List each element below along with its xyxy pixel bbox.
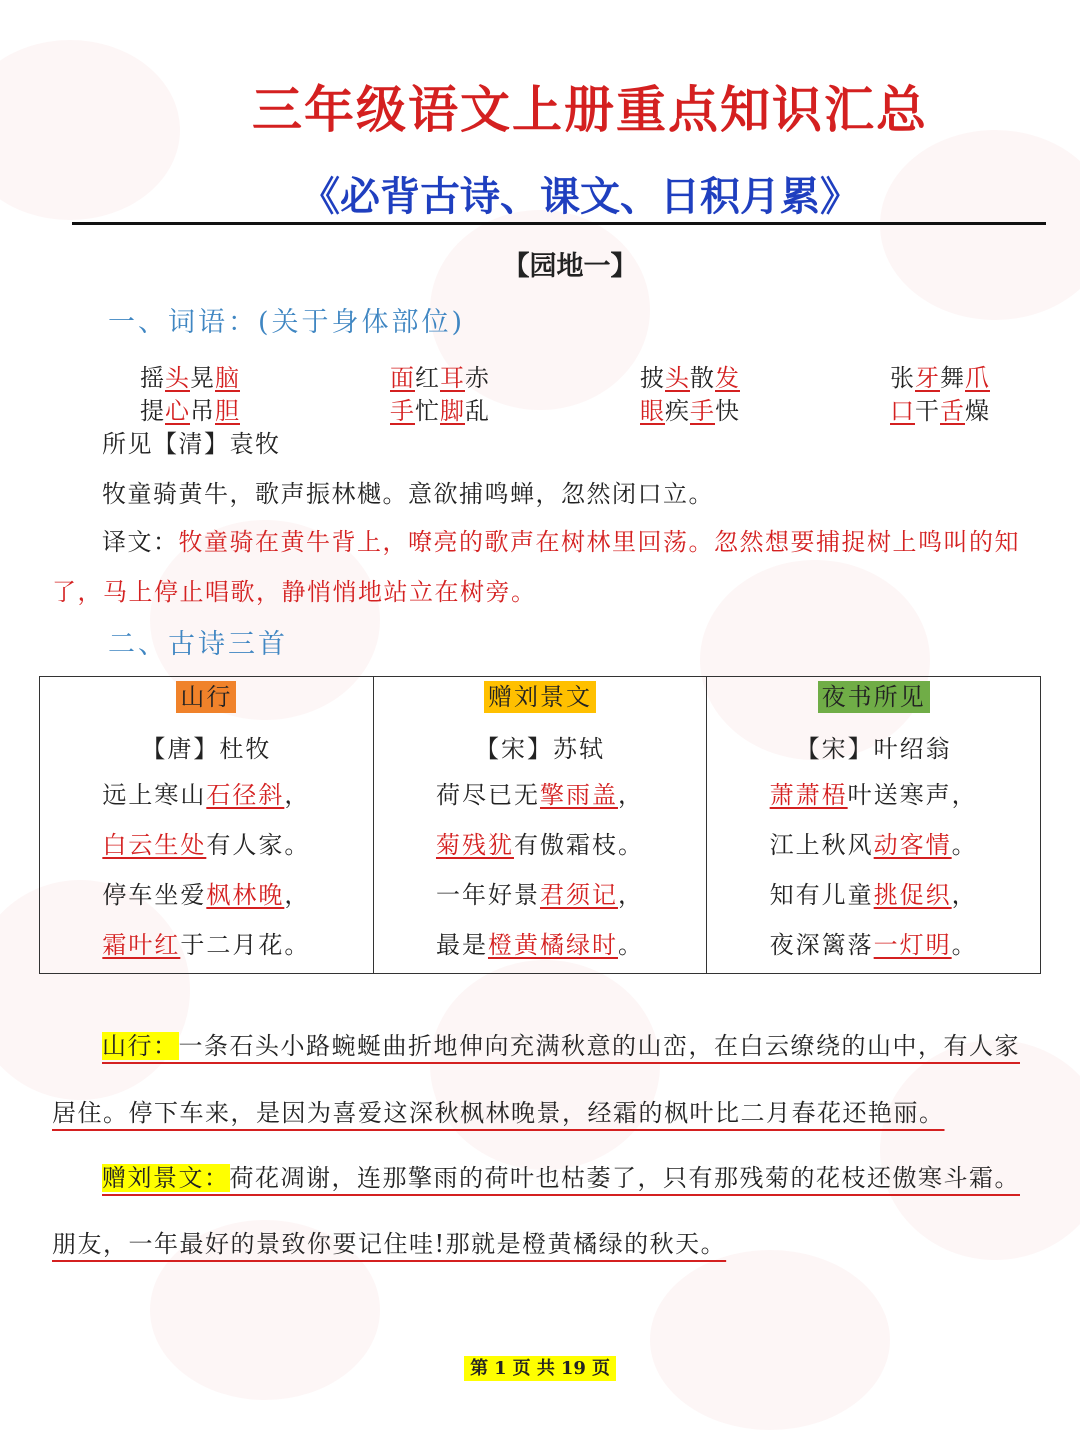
explanation-text: 荷花凋谢，连那擎雨的荷叶也枯萎了，只有那残菊的花枝还傲寒斗霜。 [229,1164,1020,1192]
word-char-key: 牙 [915,364,940,392]
suojian-title: 所见【清】袁牧 [102,430,281,458]
poem-segment-text: 知有儿童 [769,881,874,909]
explanation-shanxing-line-1 [102,1026,1020,1061]
unit-label: 【园地一】 [502,251,638,282]
poem-segment-key: 萧萧梧 [769,781,848,809]
poem-segment-text: ， [617,881,644,909]
poem-segment-key: 白云生处 [102,831,207,859]
word-item [640,391,740,426]
poem-line [707,825,1040,860]
word-char-key: 面 [390,364,415,392]
poem-segment-text: 有人家。 [206,831,311,859]
explanation-label: 赠刘景文： [102,1164,230,1192]
poem-segment-text: 有傲霜枝。 [513,831,644,859]
word-char-text: 张 [890,364,915,392]
poem-line [374,925,707,960]
poem-segment-key: 石径斜 [206,781,285,809]
poem-segment-text: 最是 [435,931,488,959]
poem-title [374,681,707,713]
word-char-text: 晃 [190,364,215,392]
explanation-label: 山行： [102,1032,179,1060]
poem-title-text: 夜书所见 [818,681,930,713]
poem-segment-text: 夜深篱落 [769,931,874,959]
explanation-shanxing-line-2: 居住。停下车来，是因为喜爱这深秋枫林晚景，经霜的枫叶比二月春花还艳丽。 [52,1099,945,1127]
word-char-key: 舌 [940,397,965,425]
word-char-text: 舞 [940,364,965,392]
word-char-key: 爪 [965,364,990,392]
poem-author: 【宋】叶绍翁 [795,735,952,763]
poem-title-text: 山行 [176,681,236,713]
word-char-key: 口 [890,397,915,425]
poem-segment-text: ， [951,881,978,909]
poem-author: 【唐】杜牧 [141,735,272,763]
poem-line [707,775,1040,810]
word-item [140,391,240,426]
explanation-text: 一条石头小路蜿蜒曲折地伸向充满秋意的山峦，在白云缭绕的山中，有人家 [178,1032,1020,1060]
word-item [390,391,490,426]
poem-segment-text: ， [284,781,311,809]
word-char-text: 吊 [190,397,215,425]
watermark-shape [880,130,1080,320]
poem-line [40,875,373,910]
word-char-key: 头 [165,364,190,392]
poem-segment-text: ， [617,781,644,809]
poem-line [40,775,373,810]
poem-line [374,875,707,910]
poem-line [707,875,1040,910]
word-char-key: 头 [665,364,690,392]
poem-segment-text: 江上秋风 [769,831,874,859]
translation-text-1: 牧童骑在黄牛背上，嘹亮的歌声在树林里回荡。忽然想要捕捉树上鸣叫的知 [178,528,1020,556]
word-char-text: 散 [690,364,715,392]
poem-title-text: 赠刘景文 [484,681,596,713]
word-char-key: 发 [715,364,740,392]
poem-line [374,775,707,810]
poem-segment-key: 挑促织 [873,881,952,909]
poems-table [39,676,1041,974]
poem-author: 【宋】苏轼 [474,735,605,763]
poem-segment-text: 叶送寒声， [847,781,978,809]
poem-segment-text: 。 [951,931,978,959]
word-char-text: 摇 [140,364,165,392]
poem-column [707,677,1041,974]
word-char-text: 疾 [665,397,690,425]
section-heading-poems: 二、古诗三首 [108,629,288,660]
poem-segment-key: 动客情 [873,831,952,859]
word-char-key: 胆 [215,397,240,425]
poem-title [40,681,373,713]
word-char-text: 提 [140,397,165,425]
word-item [640,358,740,393]
poem-segment-text: 荷尽已无 [435,781,540,809]
page-number: 第 1 页 共 19 页 [464,1356,616,1381]
poem-segment-key: 菊残犹 [435,831,514,859]
title-divider [72,222,1046,225]
word-item [890,391,990,426]
explanation-zeng-line-2: 朋友，一年最好的景致你要记住哇!那就是橙黄橘绿的秋天。 [52,1230,727,1258]
section-heading-words: 一、词语：(关于身体部位) [108,307,466,338]
suojian-poem: 牧童骑黄牛，歌声振林樾。意欲捕鸣蝉，忽然闭口立。 [102,480,714,508]
poem-segment-key: 一灯明 [873,931,952,959]
poem-line [374,825,707,860]
word-char-text: 披 [640,364,665,392]
word-char-text: 燥 [965,397,990,425]
word-char-key: 眼 [640,397,665,425]
poem-segment-text: 。 [951,831,978,859]
poem-title [707,681,1040,713]
poem-line [40,925,373,960]
explanation-zeng-line-1 [102,1158,1020,1193]
poem-segment-key: 霜叶红 [102,931,181,959]
page-title: 三年级语文上册重点知识汇总 [252,81,928,139]
word-char-key: 脑 [215,364,240,392]
word-char-key: 手 [390,397,415,425]
page-footer [0,1354,1080,1380]
poem-segment-text: 。 [617,931,644,959]
poem-segment-text: 远上寒山 [102,781,207,809]
word-char-text: 忙 [415,397,440,425]
poem-segment-key: 擎雨盖 [539,781,618,809]
page-subtitle: 《必背古诗、课文、日积月累》 [300,173,860,220]
poem-column [40,677,374,974]
poem-segment-key: 君须记 [539,881,618,909]
word-char-text: 赤 [465,364,490,392]
word-char-text: 快 [715,397,740,425]
word-char-text: 乱 [465,397,490,425]
poem-segment-key: 橙黄橘绿时 [487,931,618,959]
poem-segment-key: 枫林晚 [206,881,285,909]
word-char-key: 手 [690,397,715,425]
translation-label: 译文： [102,528,179,556]
poem-segment-text: ， [284,881,311,909]
word-char-key: 脚 [440,397,465,425]
word-item [890,358,990,393]
poem-segment-text: 一年好景 [435,881,540,909]
watermark-shape [650,1250,890,1430]
watermark-shape [880,1040,1080,1260]
translation-line-2: 了，马上停止唱歌，静悄悄地站立在树旁。 [52,578,537,606]
watermark-shape [430,960,660,1170]
translation-line-1 [102,522,1020,557]
word-item [390,358,490,393]
poem-line [40,825,373,860]
poem-segment-text: 停车坐爱 [102,881,207,909]
word-char-key: 心 [165,397,190,425]
word-char-text: 干 [915,397,940,425]
word-item [140,358,240,393]
poem-column [373,677,707,974]
word-char-text: 红 [415,364,440,392]
poem-segment-text: 于二月花。 [180,931,311,959]
word-char-key: 耳 [440,364,465,392]
poem-line [707,925,1040,960]
